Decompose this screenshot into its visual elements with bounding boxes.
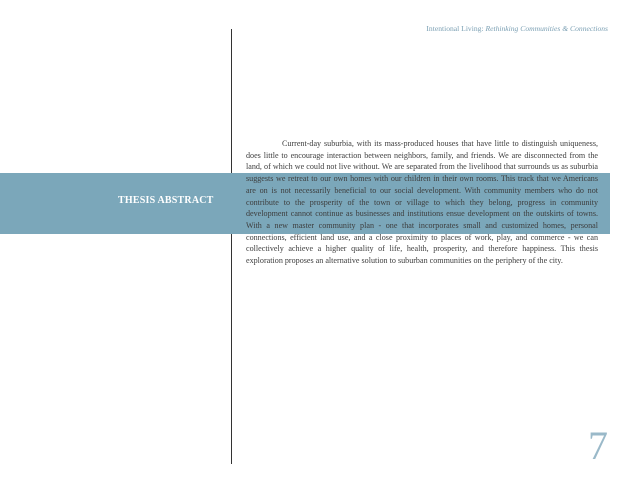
abstract-paragraph: Current-day suburbia, with its mass-produced houses that have little to distinguish uniqueness, does little to encourage interaction between neighbors, family, and friends. We are disconnected from the land, of which we could not live without. We are separated from the livelihood that surrounds us as suburbia suggests we retreat to our own homes with our children in their own rooms. This track that we Americans are on is not necessarily beneficial to our social development. With community members who do not contribute to the prosperity of the town or village to which they belong, progress in community development cannot continue as businesses and institutions ensue development on the outskirts of towns. With a new master community plan - one that incorporates small and customized homes, personal connections, efficient land use, and a close proximity to places of work, play, and commerce - we can collectively achieve a higher quality of life, health, prosperity, and therefore happiness. This thesis exploration proposes an alternative solution to suburban communities on the periphery of the city. [246, 139, 598, 266]
header-title: Intentional Living: [426, 24, 484, 33]
page-number: 7 [588, 423, 608, 468]
running-header [426, 24, 608, 33]
section-label: THESIS ABSTRACT [118, 195, 214, 206]
header-subtitle: Rethinking Communities & Connections [485, 24, 608, 33]
vertical-divider [231, 29, 232, 464]
